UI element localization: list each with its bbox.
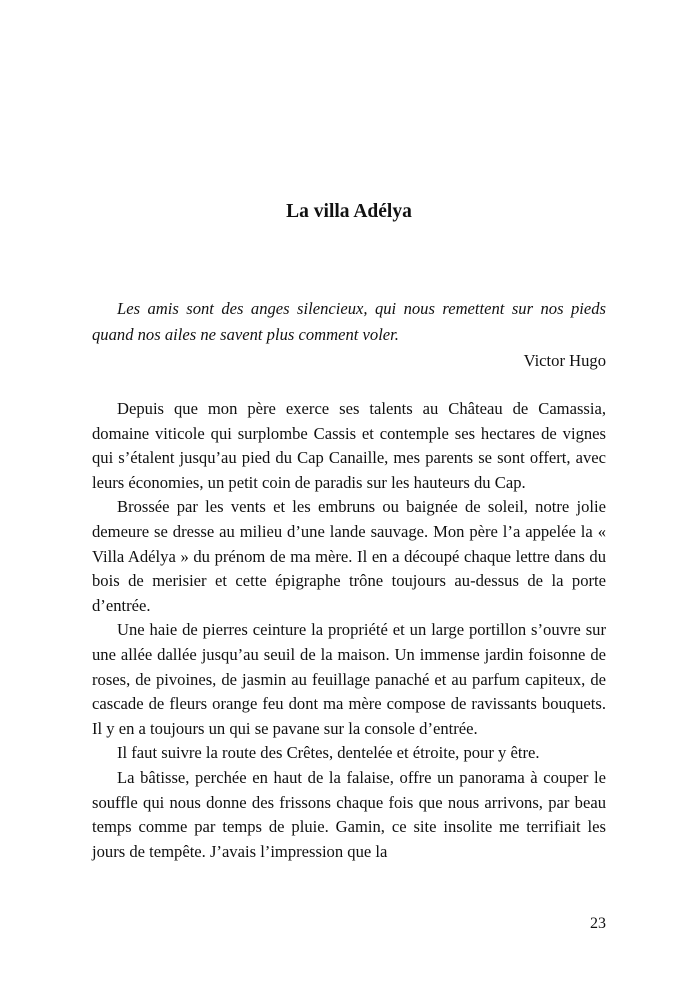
epigraph-quote: Les amis sont des anges silencieux, qui nous remettent sur nos pieds quand nos ailes ne savent plus comment voler.: [92, 299, 606, 344]
paragraph: Une haie de pierres ceinture la propriété et un large portillon s’ouvre sur une allée dallée jusqu’au seuil de la maison. Un immense jardin foisonne de roses, de pivoines, de jasmin au feuillage panaché et au parfum capiteux, de cascade de fleurs orange feu dont ma mère compose de ravissants bouquets. Il y en a toujours un qui se pavane sur la console d’entrée.: [92, 620, 606, 738]
chapter-title: La villa Adélya: [286, 201, 412, 222]
book-page: [92, 0, 606, 992]
paragraph: Depuis que mon père exerce ses talents au Château de Camassia, domaine viticole qui surplombe Cassis et contemple ses hectares de vignes qui s’étalent jusqu’au pied du Cap Canaille, mes parents se sont offert, avec leurs économies, un petit coin de paradis sur les hauteurs du Cap.: [92, 399, 606, 492]
paragraph: Il faut suivre la route des Crêtes, dentelée et étroite, pour y être.: [117, 743, 540, 763]
paragraph: Brossée par les vents et les embruns ou baignée de soleil, notre jolie demeure se dresse au milieu d’une lande sauvage. Mon père l’a appelée la « Villa Adélya » du prénom de ma mère. Il en a découpé chaque lettre dans du bois de merisier et cette épigraphe trône toujours au-dessus de la porte d’entrée.: [92, 497, 606, 615]
page-number: 23: [590, 915, 606, 932]
chapter-body: [92, 397, 606, 864]
epigraph: [92, 296, 606, 374]
paragraph: La bâtisse, perchée en haut de la falaise, offre un panorama à couper le souffle qui nous donne des frissons chaque fois que nous arrivons, par beau temps comme par temps de pluie. Gamin, ce site insolite me terrifiait les jours de tempête. J’avais l’impression que la: [92, 767, 606, 861]
epigraph-author: Victor Hugo: [523, 351, 606, 370]
